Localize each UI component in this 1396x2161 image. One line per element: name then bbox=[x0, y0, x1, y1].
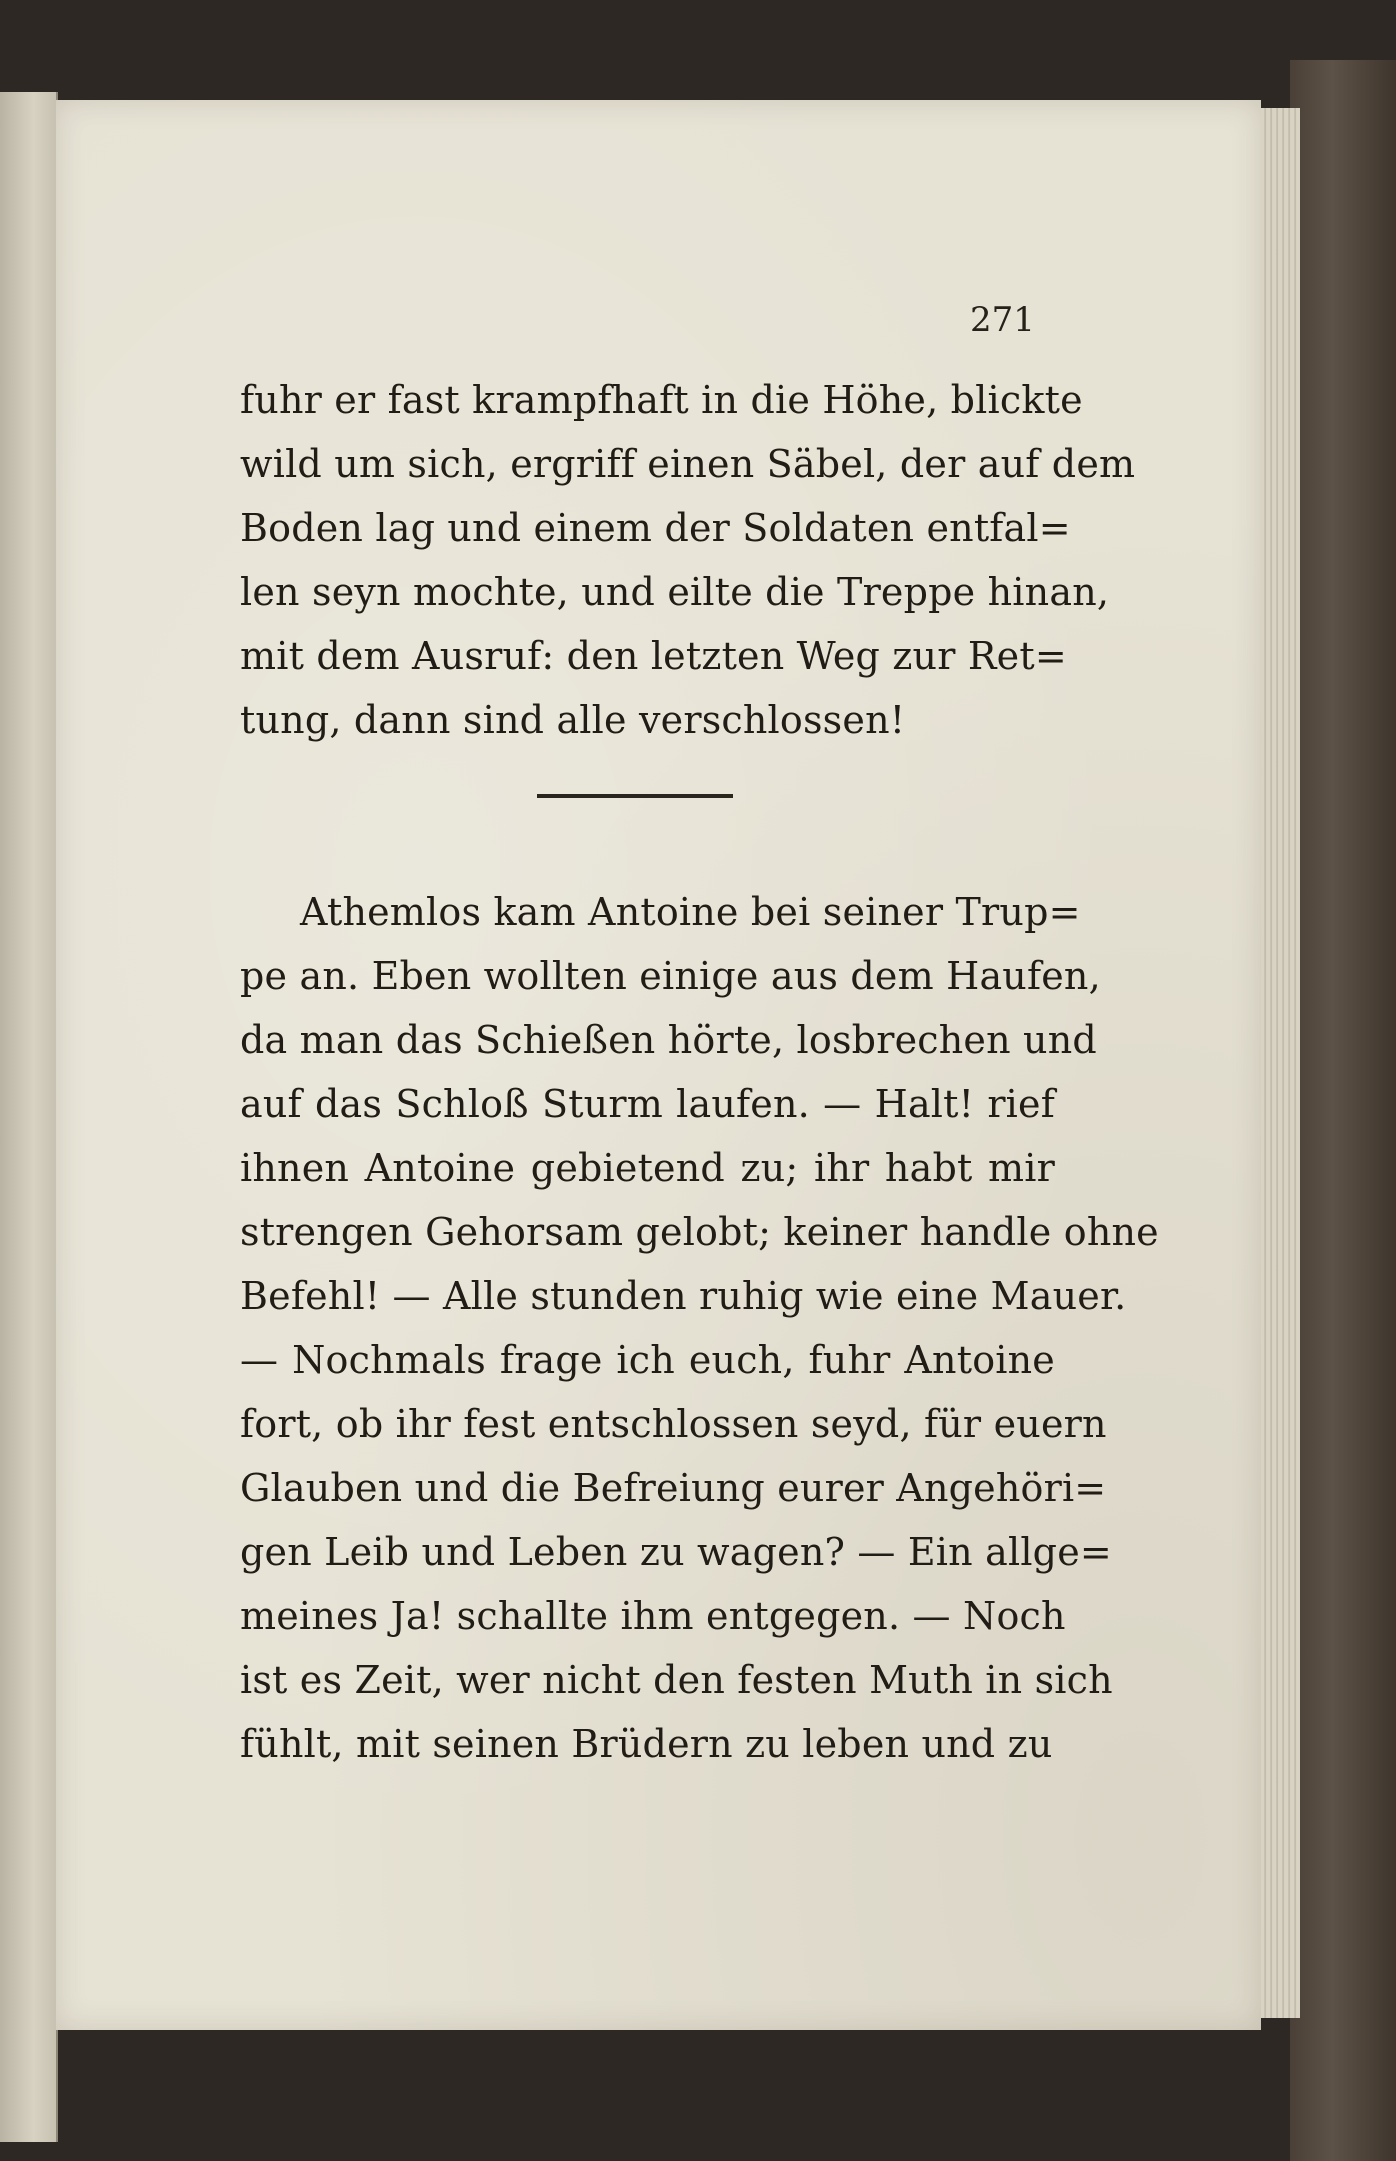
text-line: strengen Gehorsam gelobt; keiner handle ohne bbox=[240, 1210, 1159, 1254]
text-line: Befehl! — Alle stunden ruhig wie eine Mauer. bbox=[240, 1274, 1127, 1318]
text-line: — Nochmals frage ich euch, fuhr Antoine bbox=[240, 1338, 1055, 1382]
facing-page-edge bbox=[0, 92, 58, 2142]
text-line: auf das Schloß Sturm laufen. — Halt! rief bbox=[240, 1082, 1055, 1126]
text-line: pe an. Eben wollten einige aus dem Haufen, bbox=[240, 954, 1101, 998]
text-line: tung, dann sind alle verschlossen! bbox=[240, 698, 906, 742]
text-line: gen Leib und Leben zu wagen? — Ein allge= bbox=[240, 1530, 1112, 1574]
text-line: ihnen Antoine gebietend zu; ihr habt mir bbox=[240, 1146, 1055, 1190]
paragraph-1 bbox=[240, 368, 1136, 752]
text-line: meines Ja! schallte ihm entgegen. — Noch bbox=[240, 1594, 1066, 1638]
text-line: fort, ob ihr fest entschlossen seyd, für euern bbox=[240, 1402, 1107, 1446]
text-line: ist es Zeit, wer nicht den festen Muth in sich bbox=[240, 1658, 1113, 1702]
text-line: Athemlos kam Antoine bei seiner Trup= bbox=[300, 890, 1081, 934]
page-stack-edge bbox=[1255, 108, 1300, 2018]
section-divider bbox=[537, 794, 733, 798]
text-line: mit dem Ausruf: den letzten Weg zur Ret= bbox=[240, 634, 1067, 678]
text-line: da man das Schießen hörte, losbrechen und bbox=[240, 1018, 1097, 1062]
paragraph-2 bbox=[240, 880, 1159, 1776]
text-line: Boden lag und einem der Soldaten entfal= bbox=[240, 506, 1071, 550]
text-line: wild um sich, ergriff einen Säbel, der auf dem bbox=[240, 442, 1136, 486]
page-number: 271 bbox=[970, 300, 1035, 340]
text-line: Glauben und die Befreiung eurer Angehöri= bbox=[240, 1466, 1107, 1510]
text-line: fuhr er fast krampfhaft in die Höhe, blickte bbox=[240, 378, 1083, 422]
book-cover-edge bbox=[1290, 60, 1396, 2161]
text-line: len seyn mochte, und eilte die Treppe hinan, bbox=[240, 570, 1110, 614]
text-line: fühlt, mit seinen Brüdern zu leben und zu bbox=[240, 1722, 1053, 1766]
